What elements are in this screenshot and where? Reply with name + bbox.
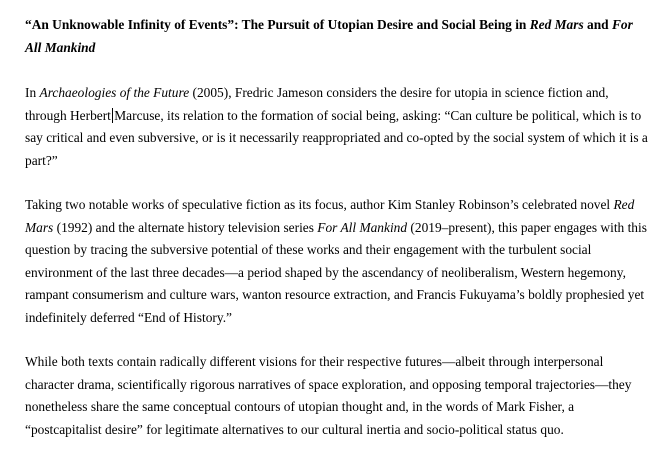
paragraph-2-text-a: Taking two notable works of speculative fiction as its focus, author Kim Stanley Robinson’s celebrated novel (25, 197, 614, 212)
paragraph-2-italic-red-mars: Red Mars (25, 197, 635, 235)
title-italic-red-mars: Red Mars (529, 17, 584, 32)
paragraph-1-text-c: Marcuse, its relation to the formation of social being, asking: “Can culture be political, which is to say critical and even subversive, or is it necessarily reappropriated and co-opted by the social system of which it is a part?” (25, 107, 648, 168)
title-text-and: and (583, 17, 612, 32)
paragraph-3-text: While both texts contain radically different visions for their respective futures—albeit through interpersonal character drama, scientifically rigorous narratives of space exploration, and opposing temporal trajectories—they nonetheless share the same conceptual contours of utopian thought and, in the words of Mark Fisher, a “postcapitalist desire” for legitimate alternatives to our cultural inertia and socio-political status quo. (25, 354, 632, 437)
paragraph-2-text-b: (1992) and the alternate history television series (53, 219, 318, 235)
title-text: “An Unknowable Infinity of Events”: The Pursuit of Utopian Desire and Social Being in (25, 17, 530, 32)
paragraph-2-text-c: (2019–present), this paper engages with this question by tracing the subversive potential of these works and their engagement with the turbulent social environment of the last three decades—a period shaped by the ascendancy of neoliberalism, Western hegemony, rampant consumerism and culture wars, wanton resource extraction, and Francis Fukuyama’s boldly prophesied yet indefinitely deferred “End of History.” (25, 219, 647, 325)
paragraph-1-italic-archaeologies: Archaeologies of the Future (39, 85, 190, 100)
title-italic-for-all-mankind: For All Mankind (25, 17, 633, 55)
document-page (25, 14, 651, 441)
paragraph-1-text-b: (2005), Fredric Jameson considers the desire for utopia in science fiction and, through Herbert (25, 85, 609, 123)
document-title (25, 14, 651, 59)
paragraph-3[interactable] (25, 351, 651, 441)
paragraph-1[interactable] (25, 82, 651, 172)
paragraph-2-italic-for-all-mankind: For All Mankind (317, 219, 408, 235)
paragraph-2[interactable] (25, 194, 651, 329)
paragraph-1-text-a: In (25, 85, 40, 100)
